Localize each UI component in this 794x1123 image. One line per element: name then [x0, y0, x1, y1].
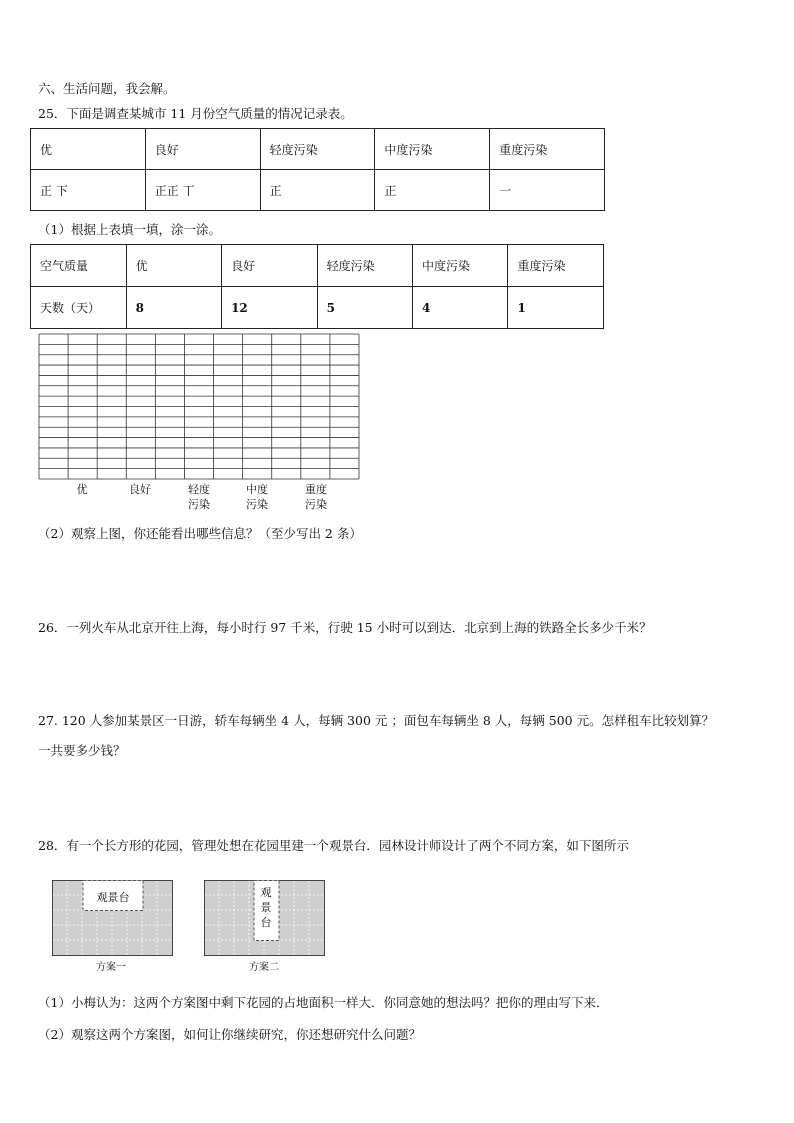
- count-header: 中度污染: [413, 245, 508, 287]
- chart-xlabel: 良好: [129, 483, 151, 496]
- count-cell: 1: [508, 287, 604, 329]
- tally-header: 中度污染: [375, 129, 490, 170]
- chart-xlabel: 重度 污染: [305, 483, 327, 511]
- chart-xlabel: 轻度 污染: [188, 483, 210, 511]
- plan-one-caption: 方案一: [96, 962, 126, 973]
- q25-sub1: （1）根据上表填一填，涂一涂。: [38, 222, 221, 237]
- plan-two-label: 观景台: [260, 886, 272, 929]
- q28-sub1: （1）小梅认为：这两个方案图中剩下花园的占地面积一样大．你同意她的想法吗？把你的理由写下来．: [38, 995, 609, 1010]
- section-title: 六、生活问题，我会解。: [38, 81, 176, 96]
- tally-mark: 正正 丅: [145, 170, 260, 211]
- count-table: [30, 244, 604, 329]
- tally-table: [30, 128, 605, 211]
- count-header: 重度污染: [508, 245, 604, 287]
- chart-xlabel: 中度 污染: [246, 483, 268, 511]
- plan-one-label: 观景台: [96, 891, 130, 904]
- count-cell: 4: [413, 287, 508, 329]
- q28-sub2: （2）观察这两个方案图，如何让你继续研究，你还想研究什么问题？: [38, 1027, 421, 1042]
- tally-mark: 一: [490, 170, 605, 211]
- plan-two-caption: 方案二: [249, 962, 279, 973]
- q25-prompt: 25．下面是调查某城市 11 月份空气质量的情况记录表。: [38, 106, 353, 121]
- tally-mark: 正: [260, 170, 375, 211]
- chart-xlabel: 优: [76, 483, 88, 496]
- count-header: 轻度污染: [317, 245, 412, 287]
- tally-header: 优: [31, 129, 146, 170]
- tally-header: 轻度污染: [260, 129, 375, 170]
- count-cell: 5: [317, 287, 412, 329]
- q26-text: 26．一列火车从北京开往上海，每小时行 97 千米，行驶 15 小时可以到达．北京到上海的铁路全长多少千米？: [38, 620, 652, 635]
- q25-sub2: （2）观察上图，你还能看出哪些信息？（至少写出 2 条）: [38, 526, 362, 541]
- tally-mark: 正 下: [31, 170, 146, 211]
- count-header: 良好: [222, 245, 317, 287]
- blank-bar-grid[interactable]: [38, 333, 360, 480]
- count-header: 优: [126, 245, 221, 287]
- q27-line2: 一共要多少钱？: [38, 743, 126, 758]
- q28-prompt: 28．有一个长方形的花园，管理处想在花园里建一个观景台．园林设计师设计了两个不同方案，如下图所示: [38, 838, 629, 853]
- count-cell: 天数（天）: [31, 287, 127, 329]
- count-cell: 12: [222, 287, 317, 329]
- q27-line1: 27. 120 人参加某景区一日游，轿车每辆坐 4 人，每辆 300 元 ；面包车每辆坐 8 人，每辆 500 元。怎样租车比较划算？: [38, 713, 715, 728]
- count-cell: 8: [126, 287, 221, 329]
- count-header: 空气质量: [31, 245, 127, 287]
- tally-mark: 正: [375, 170, 490, 211]
- tally-header: 良好: [145, 129, 260, 170]
- tally-header: 重度污染: [490, 129, 605, 170]
